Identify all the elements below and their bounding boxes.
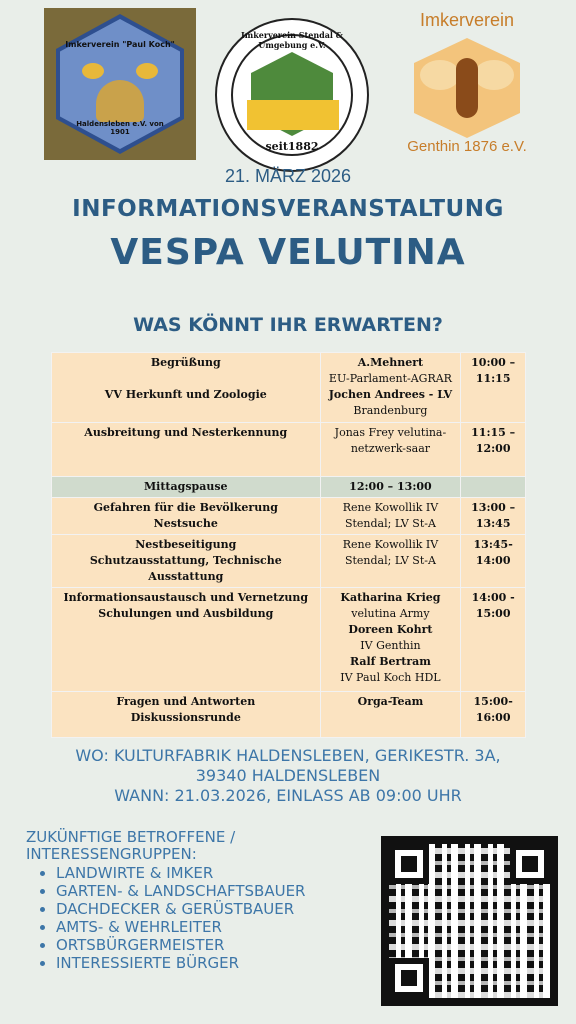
- topic: Schutzausstattung, Technische Ausstattung: [89, 554, 282, 583]
- time-slot: 15:00- 16:00: [461, 692, 526, 738]
- speaker-affiliation: IV Paul Koch HDL: [340, 671, 441, 684]
- speaker: Ralf Bertram: [349, 655, 431, 668]
- time-slot: 11:15 – 12:00: [461, 423, 526, 477]
- bee-wing-icon: [420, 60, 460, 90]
- bee-icon: [82, 63, 104, 79]
- break-time: 12:00 – 13:00: [320, 477, 461, 498]
- logo-imkerverein-paul-koch: [44, 8, 196, 160]
- topic: Begrüßung: [150, 356, 221, 369]
- topic: Nestsuche: [153, 517, 218, 530]
- list-item: • LANDWIRTE & IMKER: [56, 864, 305, 882]
- time-slot: 10:00 – 11:15: [461, 353, 526, 423]
- table-row-break: [52, 477, 526, 498]
- table-row: [52, 498, 526, 535]
- groups-title: ZUKÜNFTIGE BETROFFENE / INTERESSENGRUPPEN:: [26, 828, 236, 863]
- table-row: [52, 535, 526, 588]
- speaker: Katharina Krieg: [340, 591, 441, 604]
- event-title-line1: INFORMATIONSVERANSTALTUNG: [72, 196, 504, 222]
- speaker-affiliation: Brandenburg: [353, 404, 428, 417]
- list-item: • ORTSBÜRGERMEISTER: [56, 936, 305, 954]
- bee-icon: [456, 58, 478, 118]
- table-row: [52, 423, 526, 477]
- topic: Diskussionsrunde: [130, 711, 241, 724]
- list-item: • DACHDECKER & GERÜSTBAUER: [56, 900, 305, 918]
- speaker-affiliation: Stendal; LV St-A: [344, 554, 436, 567]
- list-item: • AMTS- & WEHRLEITER: [56, 918, 305, 936]
- beehive-icon: [96, 80, 144, 122]
- time-slot: 14:00 - 15:00: [461, 588, 526, 692]
- logo-right-top-text: Imkerverein: [419, 10, 515, 30]
- table-row: [52, 353, 526, 423]
- schedule-table: [51, 352, 526, 738]
- where-line1: WO: KULTURFABRIK HALDENSLEBEN, GERIKESTR. 3A,: [75, 746, 501, 765]
- speaker: Doreen Kohrt: [348, 623, 433, 636]
- speaker: Rene Kowollik IV: [342, 538, 439, 551]
- logo-right-bottom-text: Genthin 1876 e.V.: [407, 138, 527, 155]
- logo-left-top-text: Imkerverein "Paul Koch": [65, 40, 175, 49]
- event-title-line2: VESPA VELUTINA: [110, 232, 466, 273]
- logo-center-bottom-text: seit1882: [265, 140, 319, 153]
- speaker-affiliation: Stendal; LV St-A: [344, 517, 436, 530]
- speaker-affiliation: IV Genthin: [360, 639, 421, 652]
- topic: Schulungen und Ausbildung: [98, 607, 274, 620]
- location-info: [0, 746, 576, 806]
- where-line2: 39340 HALDENSLEBEN: [195, 766, 381, 785]
- topic: Ausbreitung und Nesterkennung: [52, 423, 321, 477]
- when-line: WANN: 21.03.2026, EINLASS AB 09:00 UHR: [114, 786, 462, 805]
- event-date: 21. MÄRZ 2026: [224, 166, 352, 186]
- speaker-affiliation: EU-Parlament-AGRAR: [328, 372, 452, 385]
- speaker: A.Mehnert: [357, 356, 424, 369]
- topic: Informationsaustausch und Vernetzung: [63, 591, 309, 604]
- list-item: • GARTEN- & LANDSCHAFTSBAUER: [56, 882, 305, 900]
- bee-icon: [136, 63, 158, 79]
- groups-list: [26, 864, 305, 972]
- topic: Gefahren für die Bevölkerung: [93, 501, 278, 514]
- speaker-affiliation: velutina Army: [351, 607, 430, 620]
- time-slot: 13:45- 14:00: [461, 535, 526, 588]
- speaker: Jonas Frey velutina-: [334, 426, 447, 439]
- logo-imkerverein-genthin: [392, 8, 542, 163]
- logo-center-top-text: Imkerverein Stendal & Umgebung e.V.: [241, 30, 343, 50]
- topic: Nestbeseitigung: [135, 538, 237, 551]
- topic: Mittagspause: [52, 477, 321, 498]
- speaker-affiliation: netzwerk-saar: [350, 442, 431, 455]
- table-row: [52, 588, 526, 692]
- speaker: Orga-Team: [357, 695, 424, 708]
- honeycomb-icon: [247, 100, 339, 130]
- topic: VV Herkunft und Zoologie: [104, 388, 267, 401]
- topic: Fragen und Antworten: [116, 695, 256, 708]
- schedule-heading: WAS KÖNNT IHR ERWARTEN?: [133, 314, 443, 336]
- list-item: • INTERESSIERTE BÜRGER: [56, 954, 305, 972]
- time-slot: 13:00 – 13:45: [461, 498, 526, 535]
- logo-imkerverein-stendal: [215, 18, 369, 172]
- time-slot: [461, 477, 526, 498]
- logo-left-bottom-text: Haldensleben e.V. von 1901: [76, 120, 164, 136]
- qr-code[interactable]: [381, 836, 558, 1006]
- table-row: [52, 692, 526, 738]
- speaker: Rene Kowollik IV: [342, 501, 439, 514]
- speaker: Jochen Andrees - LV: [328, 388, 453, 401]
- logo-row: [0, 0, 576, 165]
- bee-wing-icon: [474, 60, 514, 90]
